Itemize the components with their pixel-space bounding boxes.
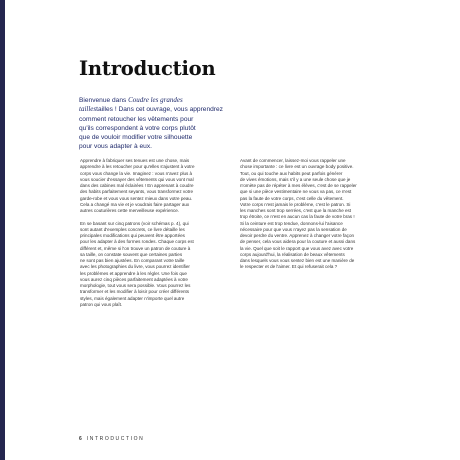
text-line: pas la faute de votre corps, c'est celle du vêtement. xyxy=(240,195,344,201)
text-line: Cela a changé ma vie et je voudrais faire partager aux xyxy=(80,201,190,207)
page-title: Introduction xyxy=(79,57,216,80)
text-line: n'omète pas de répéter à mes élèves, c'est de se rappeler xyxy=(240,183,357,188)
intro-line: qu'ils correspondent à votre corps plutôt xyxy=(79,124,196,132)
text-line: dans des cabines mal éclairées ! En apprenant à coudre xyxy=(80,183,194,188)
text-line: corps aujourd'hui, la réalisation de beaux vêtements xyxy=(240,251,345,257)
text-line: de vives émotions, mais s'il y a une seule chose que je xyxy=(240,176,351,182)
text-line: ne sont pas bien ajustées. En comparant votre taille xyxy=(80,258,185,264)
page-spine-bar xyxy=(0,0,5,460)
text-line: morphologie, tout vous sera possible. Vous pourrez les xyxy=(80,283,191,289)
intro-paragraph xyxy=(79,96,223,152)
text-line: corps vous change la vie. Imaginez : vous n'avez plus à xyxy=(80,170,193,176)
text-line: dans lesquels vous vous sentez bien est une manière de xyxy=(240,258,355,263)
text-line: la vie. Quel que soit le rapport que vous avez avec votre xyxy=(240,245,354,251)
page-footer xyxy=(79,436,144,442)
text-line: que si une pièce vestimentaire ne vous va pas, ce n'est xyxy=(240,189,352,195)
text-line: transformer et les modifier à loisir pour créer différents xyxy=(80,289,190,295)
intro-line: pour vous adapter à eux. xyxy=(79,143,152,151)
body-paragraph xyxy=(80,158,229,214)
text-line: trop étroite, ce n'est en aucun cas la faute de votre bras ! xyxy=(240,214,355,220)
text-line: Apprendre à fabriquer ses tenues est une chose, mais xyxy=(80,158,190,163)
text-line: apprendre à les retoucher pour qu'elles s'ajustent à votre xyxy=(80,164,195,170)
text-line: principales modifications qui peuvent être apportées xyxy=(80,233,185,239)
text-line: de penser, cela vous aidera pour la couture et aussi dans xyxy=(240,239,356,245)
text-line: des habits parfaitement seyants, vous transformez votre xyxy=(80,189,193,195)
book-title: Coudre les grandes xyxy=(128,96,183,104)
running-head: INTRODUCTION xyxy=(86,436,145,442)
text-line: autres couturières cette merveilleuse expérience. xyxy=(80,208,180,213)
book-title: tailles xyxy=(79,105,97,114)
text-line: Avant de commencer, laissez-moi vous rappeler une xyxy=(240,158,346,163)
left-column xyxy=(80,158,229,315)
text-line: patron qui vous plaît. xyxy=(80,301,123,307)
intro-line: taillestailles ! Dans cet ouvrage, vous apprendrez xyxy=(79,105,223,114)
text-line: pour les adapter à des formes rondes. Chaque corps est xyxy=(80,239,194,245)
body-paragraph xyxy=(80,221,229,309)
text-line: Tout, ou qui touche aux habits peut parfois générer xyxy=(240,170,343,176)
intro-line: que de vouloir modifier votre silhouette xyxy=(79,134,193,142)
text-line: sa taille, on constate souvent que certaines parties xyxy=(80,251,183,257)
text-line: les problèmes et apprendre à les régler. Une fois que xyxy=(80,270,187,276)
intro-line: Bienvenue dans Coudre les grandes xyxy=(79,96,183,104)
text-line: chose importante : ce livre est un ouvrage body positive. xyxy=(240,164,354,170)
text-line: nécessaire pour que vous n'ayez pas la sensation de xyxy=(240,226,347,232)
text-line: garde-robe et vous vous sentez mieux dans votre peau. xyxy=(80,195,193,201)
text-line: les manches sont trop serrées, c'est que la manche est xyxy=(240,208,352,213)
text-line: différent et, même si l'on trouve un patron de couture à xyxy=(80,245,191,251)
body-paragraph xyxy=(240,158,389,271)
text-line: vous aurez cinq pièces parfaitement adaptées à votre xyxy=(80,276,188,282)
text-line: En se basant sur cinq patrons (voir schémas p. 4), qui xyxy=(80,220,189,226)
page-number: 6 xyxy=(79,436,82,442)
text-line: styles, mais également adapter n'importe quel autre xyxy=(80,295,185,301)
text-line: devoir perdre du ventre. Apprenez à changer votre façon xyxy=(240,233,354,238)
text-line: avec les photographies du livre, vous pourrez identifier xyxy=(80,264,190,270)
intro-line: comment retoucher les vêtements pour xyxy=(79,115,194,123)
text-line: sont autant d'exemples concrets, ce livre détaille les xyxy=(80,226,185,232)
text-line: Votre corps n'est jamais le problème, c'est le patron. Si xyxy=(240,201,351,207)
text-line: Si la ceinture est trop tendue, donnons-lui l'aisance xyxy=(240,220,343,226)
text-line: vous soucier d'essayer des vêtements qui vous vont mal xyxy=(80,176,194,182)
right-column xyxy=(240,158,389,277)
text-line: le respecter et de l'aimer. Et qui refuserait cela ? xyxy=(240,264,338,270)
